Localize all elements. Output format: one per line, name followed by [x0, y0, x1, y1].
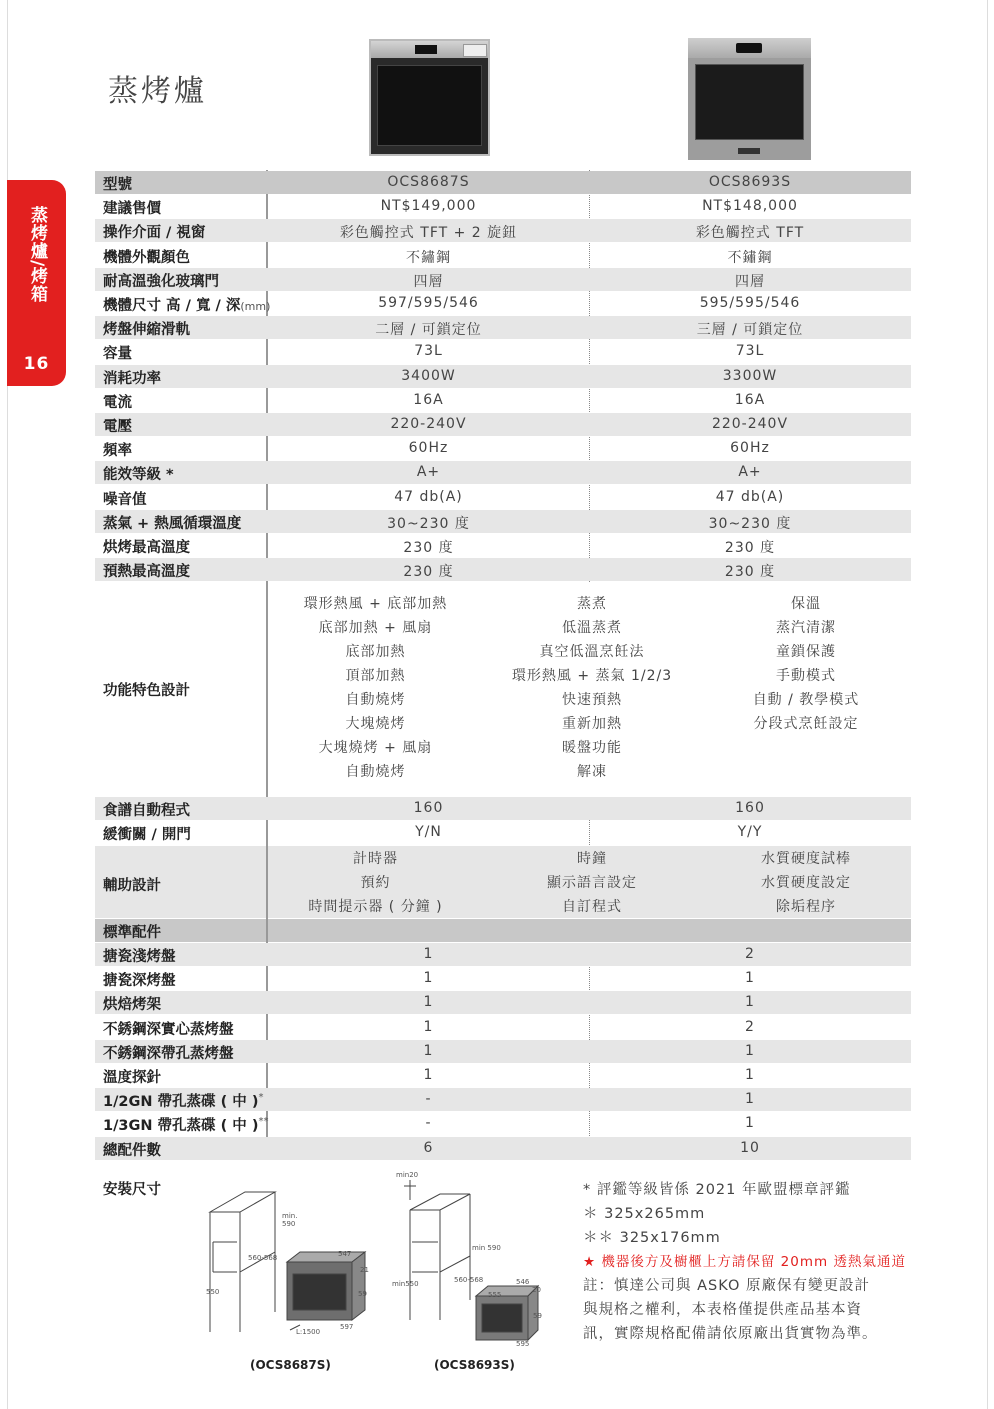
accessories-header: 標準配件: [103, 925, 161, 941]
table-row: [95, 558, 911, 581]
table-row: [95, 292, 911, 315]
row-label: 噪音值: [103, 491, 147, 508]
list-item: 底部加熱: [345, 644, 406, 660]
value-ocs8687s: 597/595/546: [378, 295, 479, 311]
footnote-mark: *: [258, 1092, 264, 1104]
table-row: [95, 797, 911, 820]
value-ocs8687s: -: [425, 1115, 432, 1132]
table-row: [95, 340, 911, 363]
notes: [583, 1178, 906, 1346]
oven-window: [695, 64, 804, 140]
dim-label: min.: [282, 1212, 298, 1220]
note-line: ＊ 325x265mm: [583, 1206, 706, 1222]
note-line: 註：慎達公司與 ASKO 原廠保有變更設計: [583, 1278, 870, 1294]
value-ocs8693s: 1: [745, 1067, 755, 1083]
display-icon: [415, 45, 437, 54]
dim-label: 590: [282, 1220, 296, 1228]
value-ocs8693s: 2: [745, 946, 755, 962]
value-ocs8693s: 彩色觸控式 TFT: [695, 225, 805, 242]
value-ocs8693s: 2: [745, 1018, 755, 1035]
list-item: 低溫蒸煮: [562, 620, 622, 636]
row-label: 1/2GN 帶孔蒸碟 ( 中 )*: [103, 1092, 264, 1111]
product-image-ocs8693s: [688, 38, 811, 160]
table-row: [95, 1137, 911, 1160]
value-ocs8687s: 四層: [413, 273, 444, 290]
table-row: [95, 967, 911, 990]
value-ocs8687s: 1: [423, 1042, 434, 1059]
list-item: 計時器: [353, 851, 398, 867]
value-ocs8687s: 73L: [414, 343, 443, 360]
value-ocs8693s: 1: [745, 970, 755, 987]
value-ocs8693s: 220-240V: [711, 416, 789, 432]
value-ocs8693s: 230 度: [724, 564, 776, 581]
table-row: [95, 461, 911, 484]
table-row: [95, 534, 911, 557]
value-ocs8687s: 160: [413, 800, 444, 816]
value-ocs8687s: 1: [423, 946, 434, 962]
value-ocs8687s: -: [425, 1091, 432, 1108]
dim-label: 59: [358, 1290, 367, 1298]
value-ocs8687s: 220-240V: [390, 416, 467, 432]
value-ocs8693s: 1: [745, 1115, 755, 1132]
row-label: 建議售價: [103, 201, 161, 218]
row-label: 緩衝關 / 開門: [103, 827, 191, 844]
value-ocs8687s: 1: [423, 1067, 434, 1083]
list-item: 自動 / 教學模式: [752, 692, 860, 708]
table-row: [95, 316, 911, 339]
row-label: 消耗功率: [103, 370, 161, 387]
value-ocs8687s: 16A: [413, 391, 444, 408]
value-ocs8687s: 1: [423, 994, 434, 1011]
list-item: 解凍: [577, 764, 607, 780]
dim-label: min 590: [472, 1244, 501, 1252]
list-item: 水質硬度試棒: [761, 851, 851, 867]
aux-col-1: [268, 847, 483, 919]
value-ocs8687s: 60Hz: [408, 440, 449, 457]
row-label: 機體外觀顏色: [103, 249, 190, 266]
dim-label: min20: [396, 1171, 419, 1179]
list-item: 大塊燒烤 + 風扇: [318, 740, 433, 756]
row-label: 機體尺寸 高 / 寬 / 深(mm): [103, 298, 271, 314]
row-label: 烘烤最高溫度: [103, 540, 190, 556]
oven-window: [377, 65, 482, 146]
list-item: 環形熱風 + 底部加熱: [303, 596, 448, 612]
row-label: 預熱最高溫度: [103, 564, 190, 581]
value-ocs8687s: OCS8687S: [387, 174, 470, 190]
table-row: [95, 510, 911, 533]
value-ocs8687s: 6: [423, 1139, 434, 1156]
value-ocs8693s: 10: [740, 1139, 760, 1156]
list-item: 分段式烹飪設定: [753, 716, 859, 732]
list-item: 顯示語言設定: [547, 875, 637, 891]
value-ocs8687s: 230 度: [403, 564, 454, 581]
value-ocs8693s: 四層: [735, 273, 765, 290]
table-row: [95, 365, 911, 388]
note-line: ★ 機器後方及櫥櫃上方請保留 20mm 透熱氣通道: [583, 1254, 906, 1270]
dim-label: 560-568: [454, 1276, 484, 1284]
value-ocs8693s: 595/595/546: [699, 295, 801, 311]
value-ocs8693s: 73L: [735, 343, 765, 360]
table-row: [95, 1040, 911, 1063]
row-label: 1/3GN 帶孔蒸碟 ( 中 )**: [103, 1116, 269, 1135]
value-ocs8687s: 二層 / 可鎖定位: [375, 322, 482, 339]
row-label: 容量: [103, 346, 132, 363]
value-ocs8693s: 三層 / 可鎖定位: [696, 322, 804, 339]
row-label: 不銹鋼深實心蒸烤盤: [103, 1021, 234, 1038]
row-label: 食譜自動程式: [103, 803, 190, 819]
features-block: [95, 584, 911, 793]
value-ocs8687s: 47 db(A): [394, 488, 463, 505]
value-ocs8687s: 彩色觸控式 TFT + 2 旋鈕: [339, 225, 518, 242]
install-caption-2: (OCS8693S): [434, 1358, 515, 1372]
dim-label: 555: [488, 1291, 502, 1299]
list-item: 頂部加熱: [345, 668, 406, 684]
value-ocs8693s: 230 度: [724, 540, 776, 556]
row-label: 不銹鋼深帶孔蒸烤盤: [103, 1045, 234, 1062]
features-col-2: [485, 592, 699, 784]
value-ocs8687s: 不鏽鋼: [406, 249, 451, 266]
aux-col-3: [701, 847, 911, 919]
row-label: 蒸氣 + 熱風循環溫度: [103, 515, 242, 532]
value-ocs8693s: 不鏽鋼: [727, 249, 773, 266]
table-row: [95, 268, 911, 291]
logo-plate: [738, 148, 760, 154]
note-line: 與規格之權利，本表格僅提供產品基本資: [583, 1302, 862, 1318]
value-ocs8687s: 230 度: [403, 540, 454, 556]
list-item: 自訂程式: [562, 899, 622, 915]
value-ocs8687s: NT$149,000: [380, 198, 477, 215]
install-caption-1: (OCS8687S): [250, 1358, 331, 1372]
dim-label: 21: [360, 1266, 369, 1274]
value-ocs8693s: 1: [745, 1091, 755, 1108]
features-label: 功能特色設計: [103, 683, 190, 699]
list-item: 底部加熱 + 風扇: [318, 620, 433, 636]
list-item: 環形熱風 + 蒸氣 1/2/3: [511, 668, 673, 684]
list-item: 自動燒烤: [345, 764, 406, 780]
table-row: [95, 991, 911, 1014]
aux-col-2: [485, 847, 699, 919]
value-ocs8693s: OCS8693S: [708, 174, 792, 190]
table-row: [95, 244, 911, 267]
value-ocs8687s: Y/N: [415, 824, 442, 841]
row-label: 耐高溫強化玻璃門: [103, 273, 219, 290]
list-item: 保溫: [791, 596, 821, 612]
dim-label: 550: [206, 1288, 220, 1296]
list-item: 快速預熱: [562, 692, 622, 708]
row-label: 型號: [103, 177, 132, 193]
value-ocs8687s: 30~230 度: [387, 515, 470, 532]
value-ocs8693s: 1: [745, 1042, 755, 1059]
note-line: ＊＊ 325x176mm: [583, 1230, 721, 1246]
list-item: 水質硬度設定: [761, 875, 851, 891]
aux-label: 輔助設計: [103, 878, 161, 894]
value-ocs8693s: 16A: [734, 391, 766, 408]
note-line: * 評鑑等級皆係 2021 年歐盟標章評鑑: [583, 1182, 851, 1198]
table-row: [95, 413, 911, 436]
table-row: [95, 195, 911, 218]
row-label: 烤盤伸縮滑軌: [103, 322, 190, 339]
row-label: 電流: [103, 394, 132, 411]
list-item: 童鎖保護: [776, 644, 836, 660]
unit-label: (mm): [240, 300, 271, 313]
row-label: 頻率: [103, 443, 132, 460]
product-image-ocs8687s: [369, 39, 490, 156]
page-title: 蒸烤爐: [108, 74, 207, 109]
list-item: 時間提示器 ( 分鐘 ): [308, 899, 443, 915]
value-ocs8687s: A+: [416, 464, 441, 481]
dim-label: min550: [392, 1280, 419, 1288]
dim-label: 546: [516, 1278, 530, 1286]
touch-display-icon: [463, 44, 487, 57]
table-row: [95, 486, 911, 509]
list-item: 手動模式: [776, 668, 836, 684]
value-ocs8693s: 47 db(A): [715, 488, 785, 505]
row-label: 烘焙烤架: [103, 997, 161, 1014]
value-ocs8693s: 60Hz: [730, 440, 770, 457]
list-item: 大塊燒烤: [345, 716, 406, 732]
dim-label: L:1500: [296, 1328, 321, 1336]
list-item: 時鐘: [577, 851, 607, 867]
accessories-header-row: [95, 919, 911, 942]
row-label: 總配件數: [103, 1142, 161, 1159]
side-tab-label: 蒸烤爐/烤箱: [27, 206, 47, 304]
row-label: 電壓: [103, 419, 132, 435]
value-ocs8693s: NT$148,000: [702, 198, 798, 215]
table-row: [95, 1112, 911, 1135]
install-diagram-ocs8693s: [392, 1170, 552, 1350]
value-ocs8693s: 160: [735, 800, 765, 816]
dim-label: 597: [340, 1323, 354, 1331]
row-label: 溫度探針: [103, 1070, 161, 1086]
row-label: 搪瓷深烤盤: [103, 973, 176, 990]
table-row: [95, 219, 911, 242]
table-row: [95, 1016, 911, 1039]
table-row: [95, 1064, 911, 1087]
value-ocs8693s: 1: [745, 994, 755, 1011]
list-item: 蒸煮: [577, 596, 607, 612]
dim-label: 547: [338, 1250, 352, 1258]
list-item: 蒸汽清潔: [776, 620, 836, 636]
dim-label: 59: [533, 1312, 542, 1320]
value-ocs8687s: 1: [423, 970, 434, 987]
table-row: [95, 437, 911, 460]
value-ocs8687s: 1: [423, 1018, 434, 1035]
table-row: [95, 171, 911, 194]
row-label: 能效等級 *: [103, 467, 174, 484]
aux-block: [95, 846, 911, 918]
install-diagram-ocs8687s: [200, 1182, 380, 1342]
list-item: 自動燒烤: [345, 692, 406, 708]
features-col-3: [701, 592, 911, 736]
table-row: [95, 389, 911, 412]
install-label: 安裝尺寸: [103, 1182, 161, 1198]
value-ocs8693s: 3300W: [722, 367, 778, 384]
table-row: [95, 943, 911, 966]
note-line: 訊，實際規格配備請依原廠出貨實物為準。: [583, 1326, 878, 1342]
list-item: 暖盤功能: [562, 740, 622, 756]
features-col-1: [268, 592, 483, 784]
display-icon: [736, 43, 762, 53]
table-row: [95, 1088, 911, 1111]
footnote-mark: **: [258, 1116, 269, 1128]
table-row: [95, 821, 911, 844]
value-ocs8693s: Y/Y: [737, 824, 763, 841]
list-item: 除垢程序: [776, 899, 836, 915]
list-item: 重新加熱: [562, 716, 622, 732]
row-label: 操作介面 / 視窗: [103, 225, 206, 242]
value-ocs8693s: A+: [738, 464, 762, 481]
list-item: 真空低溫烹飪法: [539, 644, 645, 660]
value-ocs8693s: 30~230 度: [708, 515, 792, 532]
dim-label: 560-568: [248, 1254, 278, 1262]
dim-label: 20: [532, 1286, 541, 1294]
page-number: 16: [23, 354, 50, 374]
side-tab: [7, 180, 66, 386]
row-label: 搪瓷淺烤盤: [103, 949, 176, 965]
list-item: 預約: [360, 875, 391, 891]
value-ocs8687s: 3400W: [401, 367, 456, 384]
dim-label: 595: [516, 1340, 530, 1348]
